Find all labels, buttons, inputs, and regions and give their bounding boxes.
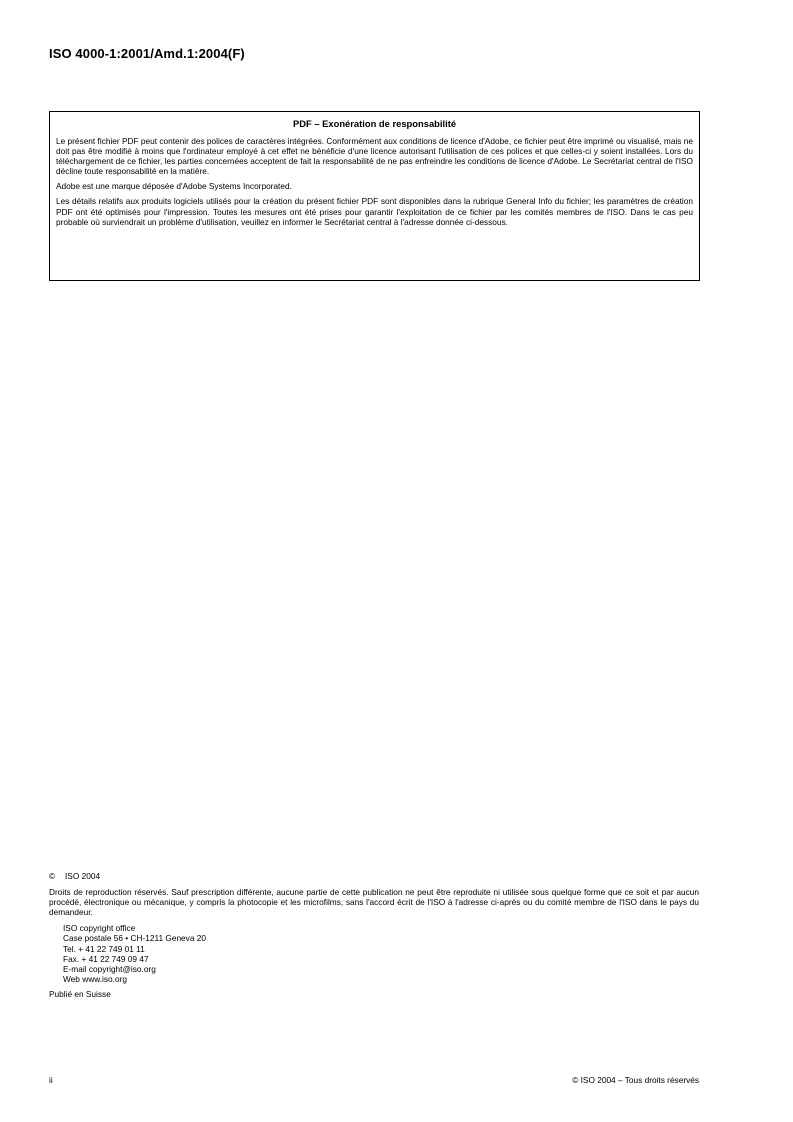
pdf-disclaimer-box (49, 111, 700, 281)
published-in: Publié en Suisse (49, 988, 111, 999)
footer-rights: © ISO 2004 – Tous droits réservés (572, 1075, 699, 1085)
address-line-office: ISO copyright office (63, 923, 136, 934)
address-line-postal: Case postale 56 • CH-1211 Geneva 20 (63, 933, 206, 944)
copyright-rights-text: Droits de reproduction réservés. Sauf prescription différente, aucune partie de cette publication ne peut être reproduite ni utilisée sous quelque forme que ce soit et par aucun procédé, électronique ou mécanique, y compris la photocopie et les microfilms, sans l'accord écrit de l'ISO à l'adresse ci-après ou du comité membre de l'ISO dans le pays du demandeur. (49, 887, 699, 918)
document-id: ISO 4000-1:2001/Amd.1:2004(F) (49, 46, 245, 61)
address-line-email: E-mail copyright@iso.org (63, 963, 156, 974)
copyright-line (49, 871, 699, 881)
page-number: ii (49, 1075, 53, 1085)
address-line-web: Web www.iso.org (63, 973, 127, 984)
disclaimer-title: PDF – Exonération de responsabilité (292, 118, 457, 129)
disclaimer-paragraph-2: Adobe est une marque déposée d'Adobe Systems Incorporated. (56, 181, 292, 192)
copyright-year: ISO 2004 (65, 871, 101, 881)
address-line-tel: Tel. + 41 22 749 01 11 (63, 943, 145, 954)
copyright-symbol: © (49, 871, 56, 881)
copyright-block (49, 871, 699, 999)
address-line-fax: Fax. + 41 22 749 09 47 (63, 953, 149, 964)
disclaimer-paragraph-1: Le présent fichier PDF peut contenir des polices de caractères intégrées. Conformément aux conditions de licence d'Adobe, ce fichier peut être imprimé ou visualisé, mais ne doit pas être modifié à moins que l'ordinateur employé à cet effet ne bénéficie d'une licence autorisant l'utilisation de ces polices et que celles-ci y soient installées. Lors du téléchargement de ce fichier, les parties concernées acceptent de fait la responsabilité de ne pas enfreindre les conditions de licence d'Adobe. Le Secrétariat central de l'ISO décline toute responsabilité en la matière. (56, 136, 693, 177)
iso-address (63, 923, 699, 984)
disclaimer-paragraph-3: Les détails relatifs aux produits logiciels utilisés pour la création du présent fichier PDF sont disponibles dans la rubrique General Info du fichier; les paramètres de création PDF ont été optimisés pour l'impression. Toutes les mesures ont été prises pour garantir l'exploitation de ce fichier par les comités membres de l'ISO. Dans le cas peu probable où surviendrait un problème d'utilisation, veuillez en informer le Secrétariat central à l'adresse donnée ci-dessous. (56, 196, 693, 227)
